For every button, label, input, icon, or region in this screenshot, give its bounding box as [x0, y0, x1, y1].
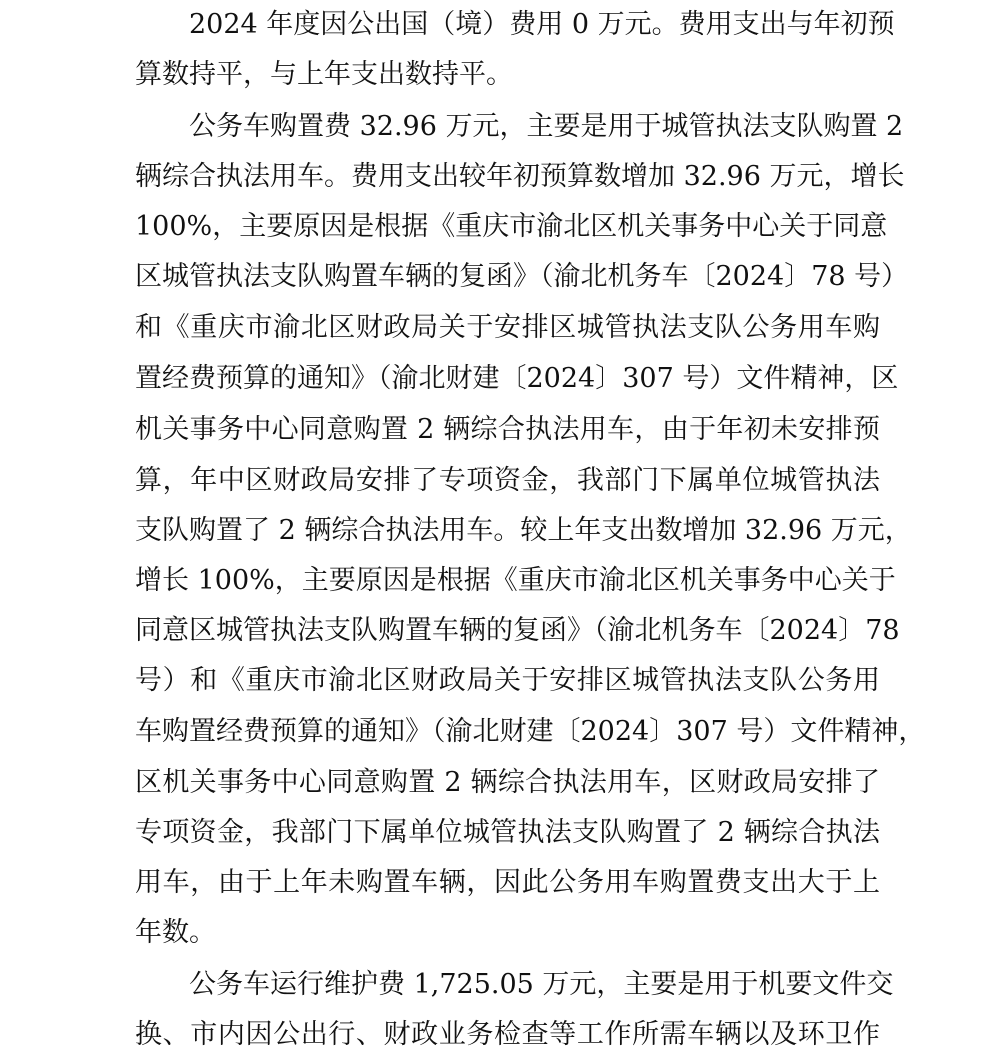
paragraph-line: 车购置经费预算的通知》（渝北财建〔2024〕307 号）文件精神，: [135, 716, 926, 747]
paragraph-line: 区机关事务中心同意购置 2 辆综合执法用车，区财政局安排了: [135, 767, 880, 798]
paragraph-line: 公务车运行维护费 1,725.05 万元，主要是用于机要文件交: [189, 969, 894, 1000]
paragraph-line: 辆综合执法用车。费用支出较年初预算数增加 32.96 万元，增长: [135, 161, 905, 192]
paragraph-line: 换、市内因公出行、财政业务检查等工作所需车辆以及环卫作: [135, 1019, 880, 1050]
paragraph-line: 专项资金，我部门下属单位城管执法支队购置了 2 辆综合执法: [135, 817, 880, 848]
paragraph-line: 100%，主要原因是根据《重庆市渝北区机关事务中心关于同意: [135, 211, 888, 242]
paragraph-line: 置经费预算的通知》（渝北财建〔2024〕307 号）文件精神，区: [135, 363, 899, 394]
paragraph-line: 公务车购置费 32.96 万元，主要是用于城管执法支队购置 2: [189, 111, 904, 142]
paragraph-line: 支队购置了 2 辆综合执法用车。较上年支出数增加 32.96 万元，: [135, 515, 912, 546]
paragraph-line: 2024 年度因公出国（境）费用 0 万元。费用支出与年初预: [189, 9, 895, 40]
paragraph-line: 号）和《重庆市渝北区财政局关于安排区城管执法支队公务用: [135, 665, 880, 696]
paragraph-line: 和《重庆市渝北区财政局关于安排区城管执法支队公务用车购: [135, 312, 880, 343]
paragraph-line: 算数持平，与上年支出数持平。: [135, 59, 513, 90]
paragraph-line: 增长 100%，主要原因是根据《重庆市渝北区机关事务中心关于: [135, 565, 896, 596]
paragraph-line: 机关事务中心同意购置 2 辆综合执法用车，由于年初未安排预: [135, 414, 880, 445]
paragraph-line: 区城管执法支队购置车辆的复函》（渝北机务车〔2024〕78 号）: [135, 261, 909, 292]
paragraph-line: 算，年中区财政局安排了专项资金，我部门下属单位城管执法: [135, 465, 880, 496]
paragraph-line: 年数。: [135, 917, 216, 948]
paragraph-line: 同意区城管执法支队购置车辆的复函》（渝北机务车〔2024〕78: [135, 615, 900, 646]
paragraph-line: 用车，由于上年未购置车辆，因此公务用车购置费支出大于上: [135, 867, 880, 898]
